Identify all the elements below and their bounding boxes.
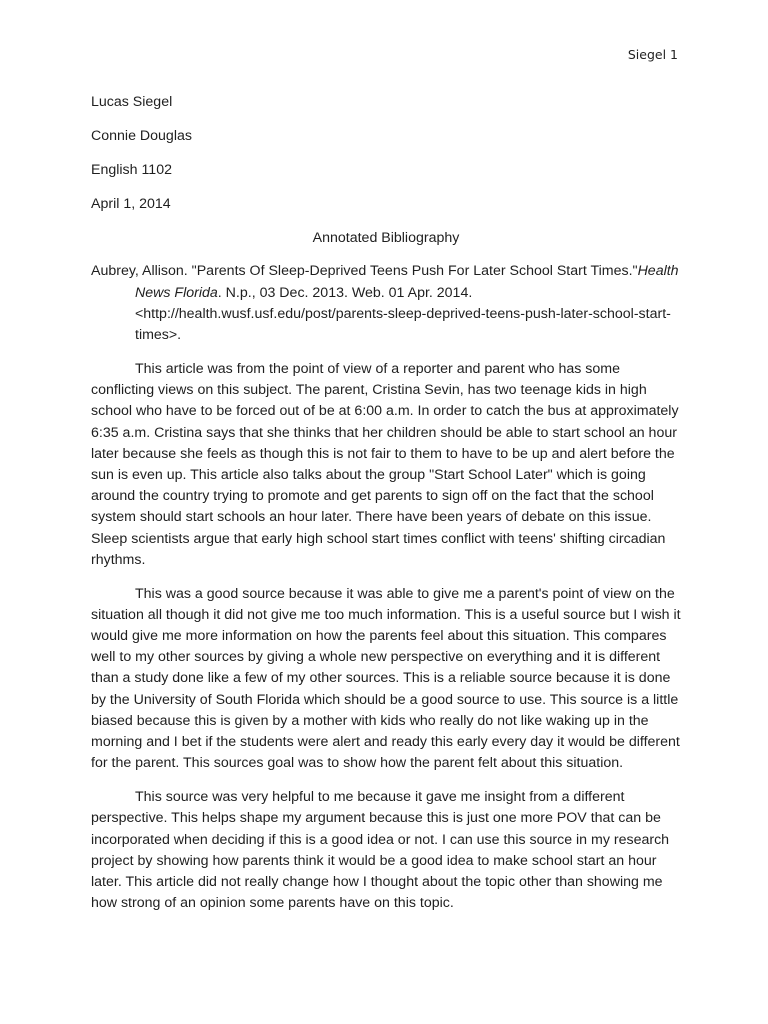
course-name: English 1102 (91, 161, 172, 178)
document-date: April 1, 2014 (91, 195, 171, 212)
running-head: Siegel 1 (627, 47, 678, 62)
citation-entry (91, 261, 681, 346)
document-title: Annotated Bibliography (312, 229, 460, 246)
instructor-name: Connie Douglas (91, 127, 192, 144)
summary-paragraph: This article was from the point of view of a reporter and parent who has some conflicting views on this subject. The parent, Cristina Sevin, has two teenage kids in high school who have to be forced out of be at 6:00 a.m. In order to catch the bus at approximately 6:35 a.m. Cristina says that she thinks that her children should be able to start school an hour later because she feels as though this is not fair to them to have to be up and alert before the sun is even up. This article also talks about the group "Start School Later" which is going around the country trying to promote and get parents to sign off on the fact that the school system should start schools an hour later. There have been years of debate on this issue. Sleep scientists argue that early high school start times conflict with teens' shifting circadian rhythms. (91, 360, 679, 568)
citation-text-before: Aubrey, Allison. "Parents Of Sleep-Deprived Teens Push For Later School Start Times." (91, 263, 638, 280)
reflection-paragraph: This source was very helpful to me because it gave me insight from a different perspective. This helps shape my argument because this is just one more POV that can be incorporated when deciding if this is a good idea or not. I can use this source in my research project by showing how parents think it would be a good idea to make school start an hour later. This article did not really change how I thought about the topic other than showing me how strong of an opinion some parents have on this topic. (91, 789, 670, 912)
citation-journal: Health News Florida (135, 263, 679, 301)
citation-text-after: . N.p., 03 Dec. 2013. Web. 01 Apr. 2014. <http://health.wusf.usf.edu/post/parents-sleep-deprived-teens-push-later-school-start-times>. (135, 284, 671, 344)
evaluation-paragraph: This was a good source because it was able to give me a parent's point of view on the situation all though it did not give me too much information. This is a useful source but I wish it would give me more information on how the parents feel about this situation. This compares well to my other sources by giving a whole new perspective on everything and it is different than a study done like a few of my other sources. This is a reliable source because it is done by the University of South Florida which should be a good source to use. This source is a little biased because this is given by a mother with kids who really do not like waking up in the morning and I bet if the students were alert and ready this early every day it would be different for the parent. This sources goal was to show how the parent felt about this situation. (91, 585, 681, 772)
author-name: Lucas Siegel (91, 94, 173, 110)
document-body (91, 92, 681, 927)
